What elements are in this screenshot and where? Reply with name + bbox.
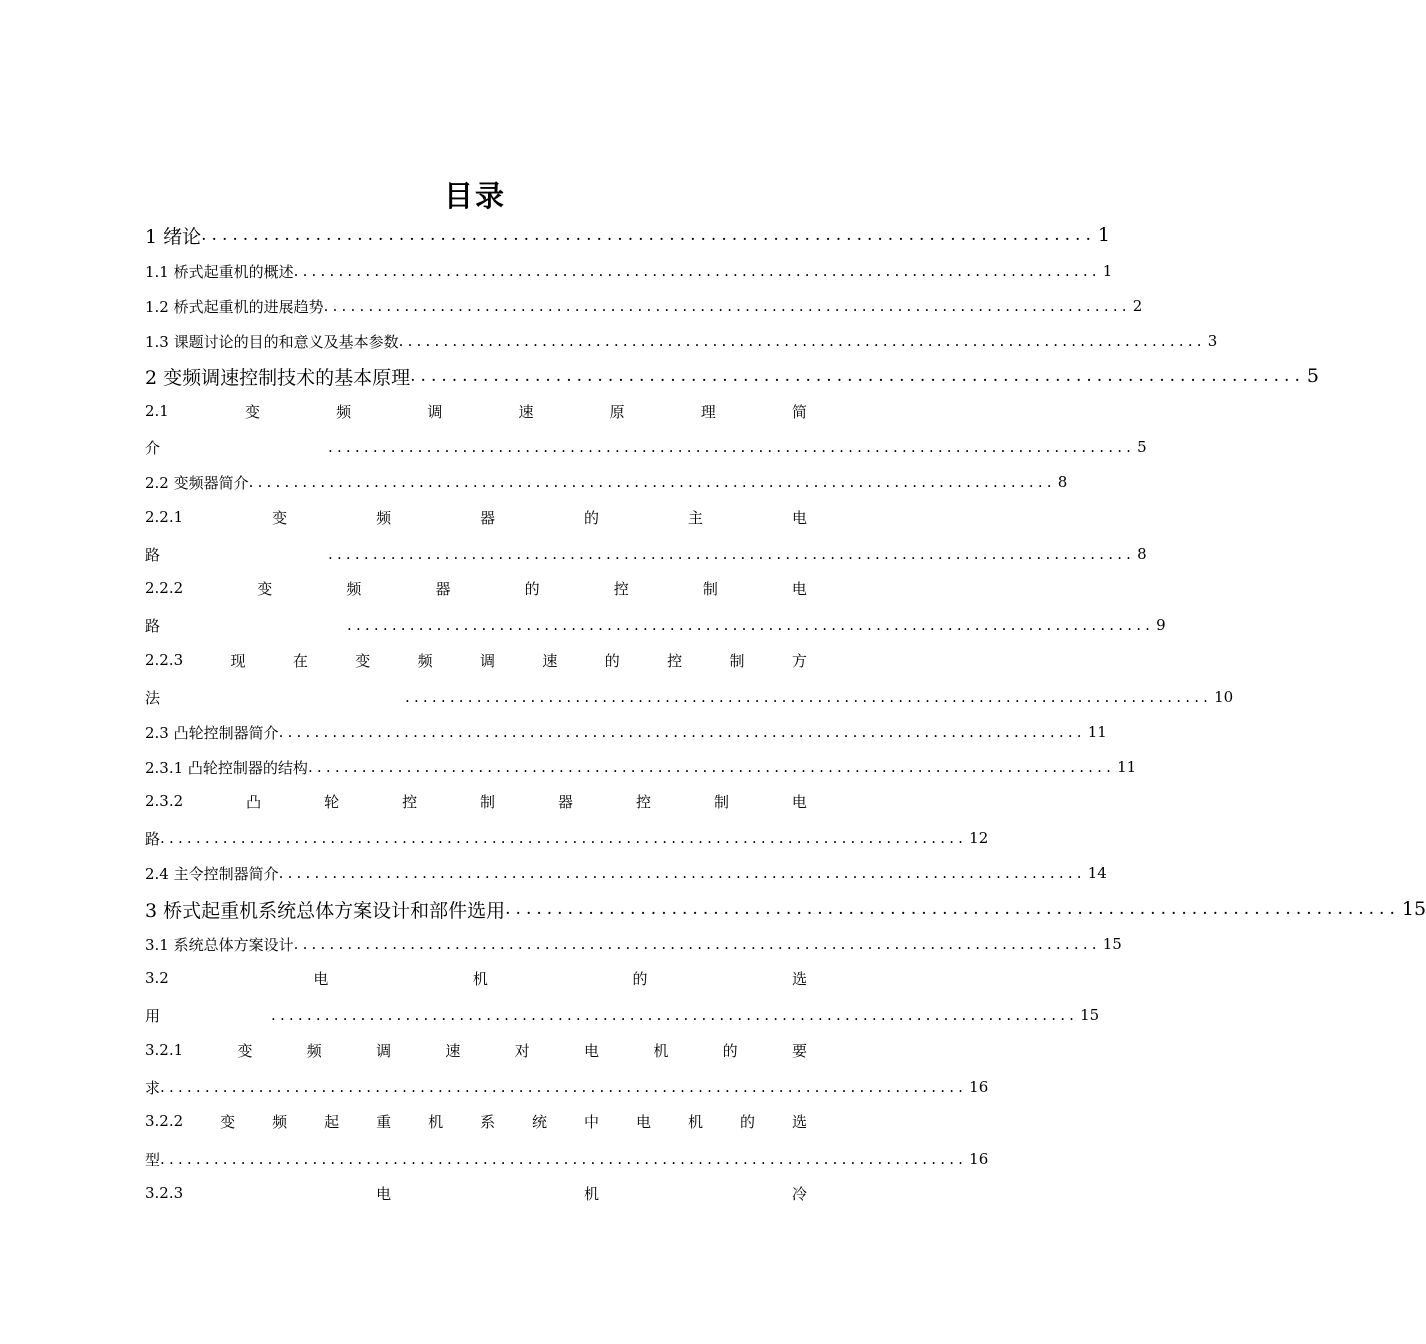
toc-word: 变 [257, 579, 273, 598]
leader-dots: .......................................................................................... [323, 297, 1131, 315]
leader-dots: .......................................................................................... [307, 758, 1116, 776]
toc-entry-2-2-2-cont[interactable] [145, 610, 1166, 640]
toc-word: 电 [376, 1184, 392, 1203]
toc-word: 凸 [246, 792, 262, 811]
leader-dots: .......................................................................................... [278, 864, 1086, 882]
toc-entry-2-3[interactable] [145, 717, 1107, 747]
toc-entry-2-4[interactable] [145, 858, 1107, 888]
toc-word: 频 [346, 579, 362, 598]
toc-word: 冷 [791, 1184, 807, 1203]
leader-dots: .......................................................................................... [160, 829, 968, 847]
toc-word: 制 [702, 579, 718, 598]
toc-label: 路 [145, 829, 161, 848]
toc-word: 变 [245, 402, 261, 421]
toc-entry-3-2-cont[interactable] [145, 1000, 1100, 1030]
toc-page: 16 [969, 1078, 989, 1096]
toc-word: 起 [324, 1112, 340, 1131]
toc-entry-3-2-2-cont[interactable] [145, 1144, 989, 1174]
toc-label: 路 [145, 545, 161, 564]
toc-entry-ch2[interactable] [145, 361, 1319, 391]
toc-word: 控 [635, 792, 651, 811]
toc-word: 控 [402, 792, 418, 811]
toc-page: 15 [1080, 1006, 1100, 1024]
toc-word: 器 [558, 792, 574, 811]
toc-word: 频 [336, 402, 352, 421]
leader-dots: .......................................................................................... [160, 1078, 968, 1096]
toc-word: 变 [272, 508, 288, 527]
toc-word: 系 [480, 1112, 496, 1131]
toc-label: 1.3 课题讨论的目的和意义及基本参数 [145, 332, 399, 351]
toc-page: 9 [1156, 616, 1166, 634]
toc-word: 的 [584, 508, 600, 527]
toc-word: 的 [604, 651, 620, 670]
toc-page: 15 [1102, 935, 1122, 953]
toc-entry-2-2-1[interactable] [145, 502, 807, 532]
toc-label: 3 桥式起重机系统总体方案设计和部件选用 [145, 899, 506, 922]
leader-dots: .......................................................................................... [293, 262, 1101, 280]
toc-word: 轮 [324, 792, 340, 811]
toc-word: 选 [791, 969, 807, 988]
toc-word: 的 [739, 1112, 755, 1131]
toc-entry-2-2-3-cont[interactable] [145, 682, 1234, 712]
toc-label: 3.1 系统总体方案设计 [145, 935, 294, 954]
toc-entry-2-2-1-cont[interactable] [145, 539, 1147, 569]
toc-word: 控 [667, 651, 683, 670]
toc-word: 对 [514, 1041, 530, 1060]
toc-label: 法 [145, 688, 161, 707]
toc-word: 器 [480, 508, 496, 527]
toc-word: 电 [791, 579, 807, 598]
toc-page: 11 [1117, 758, 1137, 776]
toc-word: 3.2.1 [145, 1041, 184, 1059]
toc-page: 1 [1102, 262, 1113, 280]
toc-word: 3.2.2 [145, 1112, 184, 1130]
toc-word: 速 [542, 651, 558, 670]
toc-word: 频 [306, 1041, 322, 1060]
leader-dots: .......................................................................................... [328, 438, 1136, 456]
toc-label: 2.3.1 凸轮控制器的结构 [145, 758, 308, 777]
toc-page: 5 [1137, 438, 1147, 456]
toc-word: 频 [272, 1112, 288, 1131]
toc-entry-2-3-1[interactable] [145, 752, 1137, 782]
toc-page: 5 [1306, 365, 1319, 387]
toc-label: 1 绪论 [145, 225, 202, 248]
toc-word: 机 [653, 1041, 669, 1060]
toc-entry-3-2-2[interactable] [145, 1106, 807, 1136]
toc-word: 变 [220, 1112, 236, 1131]
toc-entry-2-2-2[interactable] [145, 573, 807, 603]
toc-word: 器 [435, 579, 451, 598]
toc-page: 10 [1214, 688, 1234, 706]
toc-entry-ch1[interactable] [145, 220, 1110, 250]
toc-label: 2.4 主令控制器简介 [145, 864, 279, 883]
toc-page: 3 [1207, 332, 1218, 350]
toc-word: 统 [532, 1112, 548, 1131]
toc-entry-2-3-2[interactable] [145, 786, 807, 816]
toc-word: 主 [688, 508, 704, 527]
toc-word: 调 [480, 651, 496, 670]
toc-entry-2-1[interactable] [145, 396, 807, 426]
leader-dots: .......................................................................................... [347, 616, 1155, 634]
toc-entry-3-2[interactable] [145, 963, 807, 993]
toc-label: 2.3 凸轮控制器简介 [145, 723, 279, 742]
toc-word: 频 [376, 508, 392, 527]
toc-word: 在 [292, 651, 308, 670]
toc-word: 2.2.3 [145, 651, 184, 669]
toc-word: 频 [417, 651, 433, 670]
leader-dots: .......................................................................................... [293, 935, 1101, 953]
toc-word: 的 [524, 579, 540, 598]
toc-word: 3.2 [145, 969, 169, 987]
toc-label: 1.1 桥式起重机的概述 [145, 262, 294, 281]
toc-word: 电 [791, 508, 807, 527]
toc-entry-1-1[interactable] [145, 256, 1113, 286]
toc-word: 电 [584, 1041, 600, 1060]
leader-dots: .......................................................................................... [160, 1150, 968, 1168]
toc-word: 3.2.3 [145, 1184, 184, 1202]
toc-entry-3-1[interactable] [145, 929, 1122, 959]
leader-dots: .......................................................................................... [405, 688, 1213, 706]
toc-word: 调 [427, 402, 443, 421]
toc-word: 调 [376, 1041, 392, 1060]
leader-dots: .......................................................................................... [248, 473, 1056, 491]
toc-word: 机 [472, 969, 488, 988]
toc-label: 用 [145, 1006, 161, 1025]
toc-word: 制 [729, 651, 745, 670]
toc-page: 15 [1401, 898, 1426, 920]
toc-label: 型 [145, 1150, 161, 1169]
toc-word: 电 [791, 792, 807, 811]
toc-word: 变 [237, 1041, 253, 1060]
toc-word: 电 [313, 969, 329, 988]
toc-entry-1-3[interactable] [145, 326, 1218, 356]
toc-word: 要 [791, 1041, 807, 1060]
toc-word: 中 [584, 1112, 600, 1131]
leader-dots: .......................................................................................... [271, 1006, 1079, 1024]
toc-word: 机 [584, 1184, 600, 1203]
toc-word: 简 [791, 402, 807, 421]
toc-page: 12 [969, 829, 989, 847]
toc-page: 11 [1087, 723, 1107, 741]
toc-page: 14 [1087, 864, 1107, 882]
toc-word: 2.1 [145, 402, 169, 420]
toc-entry-ch3[interactable] [145, 894, 1426, 924]
toc-label: 介 [145, 438, 161, 457]
toc-word: 理 [700, 402, 716, 421]
toc-entry-2-2[interactable] [145, 467, 1068, 497]
toc-word: 选 [791, 1112, 807, 1131]
toc-page: 2 [1132, 297, 1143, 315]
toc-label: 2.2 变频器简介 [145, 473, 249, 492]
leader-dots: ...................................................................................... [201, 225, 1096, 245]
leader-dots: .......................................................................................... [328, 545, 1136, 563]
toc-label: 2 变频调速控制技术的基本原理 [145, 366, 411, 389]
leader-dots: .......................................................................................... [278, 723, 1086, 741]
toc-word: 变 [355, 651, 371, 670]
toc-entry-2-1-cont[interactable] [145, 432, 1147, 462]
leader-dots: ...................................................................................... [505, 899, 1400, 919]
toc-word: 原 [609, 402, 625, 421]
toc-word: 制 [480, 792, 496, 811]
toc-word: 的 [632, 969, 648, 988]
toc-word: 速 [518, 402, 534, 421]
page-title: 目录 [443, 179, 506, 213]
toc-word: 2.2.1 [145, 508, 184, 526]
toc-word: 控 [613, 579, 629, 598]
toc-page: 8 [1057, 473, 1068, 491]
toc-word: 机 [428, 1112, 444, 1131]
toc-word: 2.3.2 [145, 792, 184, 810]
toc-entry-3-2-3[interactable] [145, 1178, 807, 1208]
leader-dots: ...................................................................................... [410, 366, 1305, 386]
toc-page: 1 [1097, 224, 1110, 246]
toc-word: 的 [722, 1041, 738, 1060]
toc-word: 电 [636, 1112, 652, 1131]
toc-word: 重 [376, 1112, 392, 1131]
leader-dots: .......................................................................................... [398, 332, 1206, 350]
toc-word: 机 [688, 1112, 704, 1131]
toc-word: 2.2.2 [145, 579, 184, 597]
toc-page: 16 [969, 1150, 989, 1168]
toc-word: 制 [713, 792, 729, 811]
toc-word: 现 [230, 651, 246, 670]
toc-page: 8 [1137, 545, 1147, 563]
toc-entry-2-3-2-cont[interactable] [145, 823, 989, 853]
toc-entry-3-2-1[interactable] [145, 1035, 807, 1065]
toc-label: 求 [145, 1078, 161, 1097]
toc-entry-2-2-3[interactable] [145, 645, 807, 675]
toc-entry-3-2-1-cont[interactable] [145, 1072, 989, 1102]
toc-label: 路 [145, 616, 161, 635]
toc-word: 速 [445, 1041, 461, 1060]
toc-entry-1-2[interactable] [145, 291, 1143, 321]
toc-word: 方 [791, 651, 807, 670]
toc-label: 1.2 桥式起重机的进展趋势 [145, 297, 324, 316]
